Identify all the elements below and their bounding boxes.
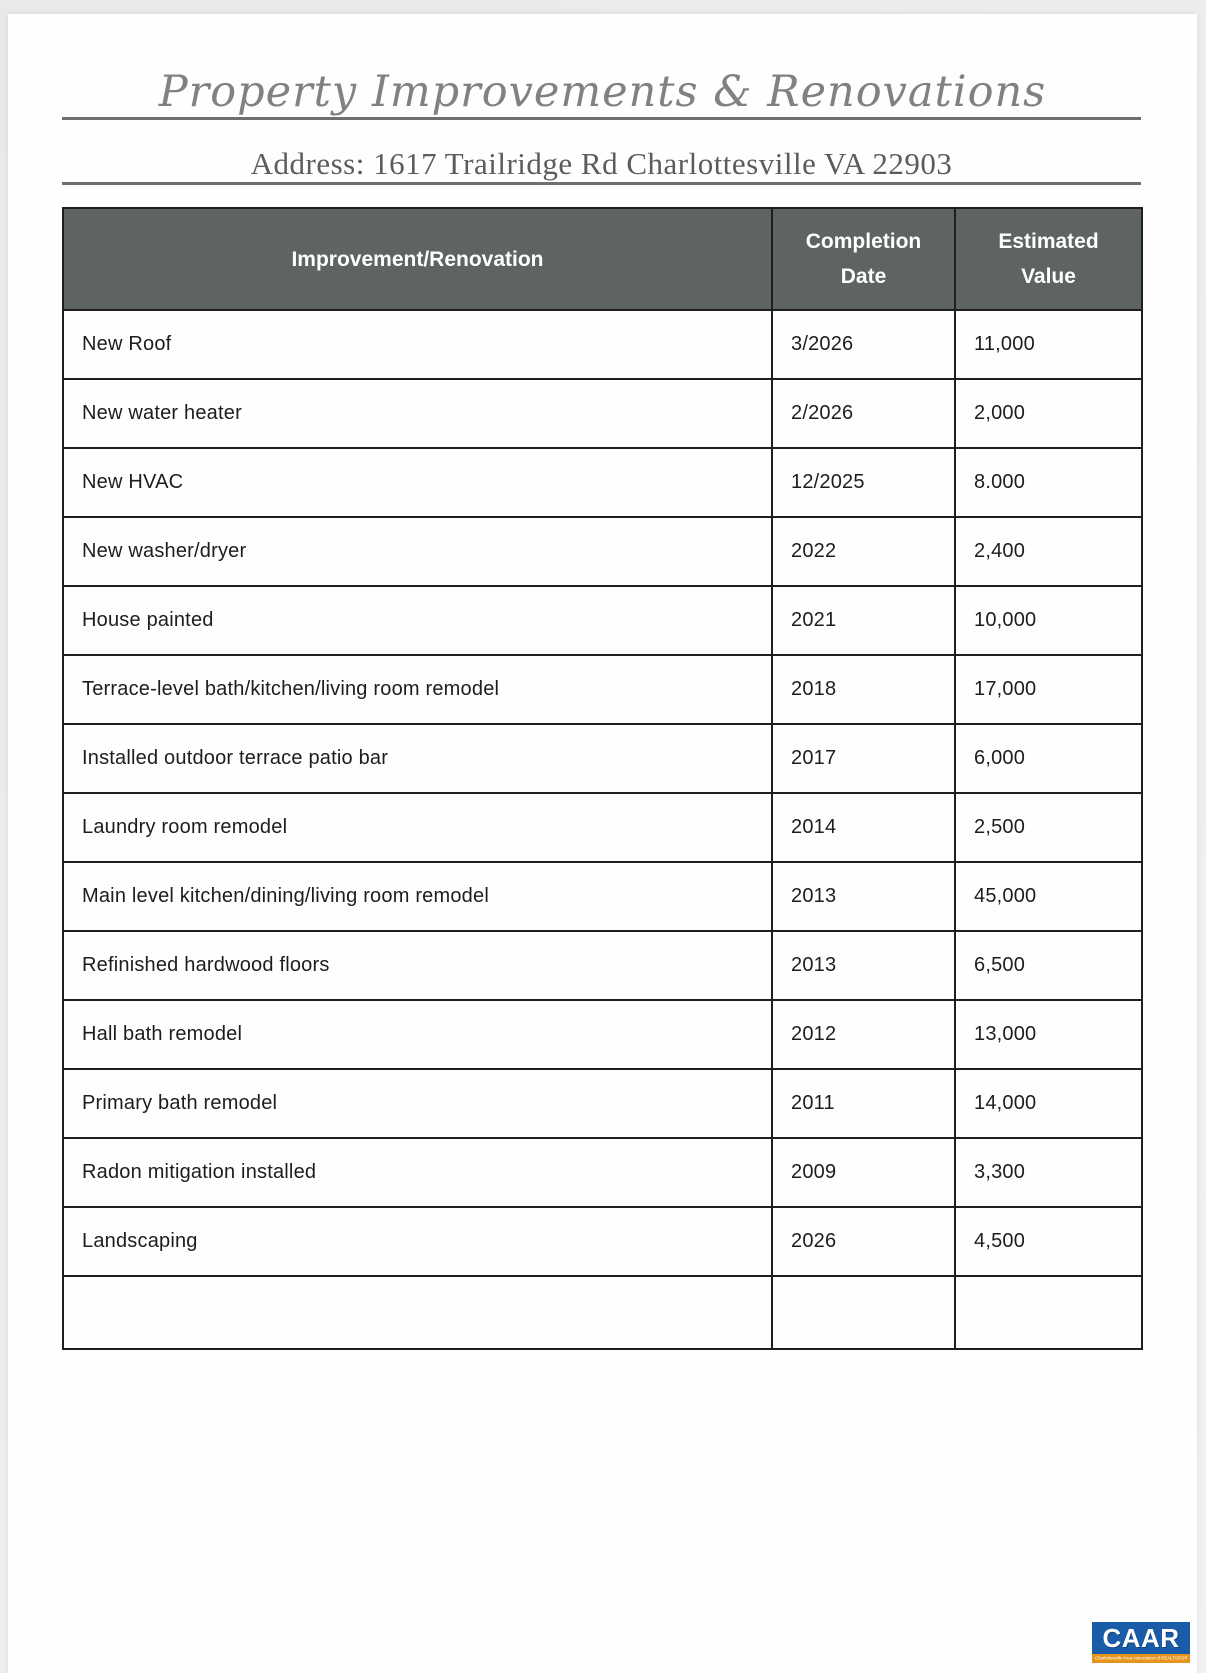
caar-logo-tagline-strip xyxy=(1092,1654,1190,1663)
row-completion-date-cell: 2013 xyxy=(772,862,955,931)
header-completion-date: Completion Date xyxy=(772,208,955,310)
row-completion-date-cell: 2/2026 xyxy=(772,379,955,448)
table-row xyxy=(63,1000,1142,1069)
row-estimated-value-cell xyxy=(955,1276,1142,1349)
table-row xyxy=(63,379,1142,448)
row-completion-date-cell: 2012 xyxy=(772,1000,955,1069)
row-estimated-value-cell: 2,500 xyxy=(955,793,1142,862)
divider-line-top xyxy=(62,117,1141,120)
row-estimated-value-cell: 13,000 xyxy=(955,1000,1142,1069)
table-row xyxy=(63,862,1142,931)
table-row xyxy=(63,1276,1142,1349)
row-improvement-cell: Hall bath remodel xyxy=(63,1000,772,1069)
row-estimated-value-cell: 2,400 xyxy=(955,517,1142,586)
row-completion-date-cell xyxy=(772,1276,955,1349)
row-improvement-cell: New washer/dryer xyxy=(63,517,772,586)
table-row xyxy=(63,586,1142,655)
row-improvement-cell: New HVAC xyxy=(63,448,772,517)
row-improvement-cell: Main level kitchen/dining/living room remodel xyxy=(63,862,772,931)
row-improvement-cell: Terrace-level bath/kitchen/living room remodel xyxy=(63,655,772,724)
row-improvement-cell: Laundry room remodel xyxy=(63,793,772,862)
row-estimated-value-cell: 6,000 xyxy=(955,724,1142,793)
table-row xyxy=(63,1069,1142,1138)
caar-logo xyxy=(1092,1622,1190,1663)
table-row xyxy=(63,655,1142,724)
row-completion-date-cell: 2014 xyxy=(772,793,955,862)
table-row xyxy=(63,931,1142,1000)
table-header-row xyxy=(63,208,1142,310)
row-completion-date-cell: 2017 xyxy=(772,724,955,793)
page-title: Property Improvements & Renovations xyxy=(158,67,1047,117)
header-estimated-value: Estimated Value xyxy=(955,208,1142,310)
table-row xyxy=(63,1207,1142,1276)
row-improvement-cell: Landscaping xyxy=(63,1207,772,1276)
row-improvement-cell: House painted xyxy=(63,586,772,655)
row-estimated-value-cell: 14,000 xyxy=(955,1069,1142,1138)
row-estimated-value-cell: 11,000 xyxy=(955,310,1142,379)
row-estimated-value-cell: 2,000 xyxy=(955,379,1142,448)
row-improvement-cell: Primary bath remodel xyxy=(63,1069,772,1138)
header-improvement-renovation: Improvement/Renovation xyxy=(63,208,772,310)
row-improvement-cell xyxy=(63,1276,772,1349)
property-address: Address: 1617 Trailridge Rd Charlottesville VA 22903 xyxy=(250,146,953,181)
row-estimated-value-cell: 45,000 xyxy=(955,862,1142,931)
row-completion-date-cell: 12/2025 xyxy=(772,448,955,517)
row-improvement-cell: Installed outdoor terrace patio bar xyxy=(63,724,772,793)
table-header xyxy=(63,208,1142,310)
row-completion-date-cell: 2011 xyxy=(772,1069,955,1138)
row-improvement-cell: New water heater xyxy=(63,379,772,448)
row-estimated-value-cell: 10,000 xyxy=(955,586,1142,655)
document-content xyxy=(62,117,1141,1350)
row-estimated-value-cell: 3,300 xyxy=(955,1138,1142,1207)
row-estimated-value-cell: 8.000 xyxy=(955,448,1142,517)
divider-line-bottom xyxy=(62,182,1141,185)
row-completion-date-cell: 2018 xyxy=(772,655,955,724)
document-page xyxy=(8,14,1197,1673)
row-improvement-cell: Radon mitigation installed xyxy=(63,1138,772,1207)
row-completion-date-cell: 2026 xyxy=(772,1207,955,1276)
row-improvement-cell: New Roof xyxy=(63,310,772,379)
row-completion-date-cell: 2013 xyxy=(772,931,955,1000)
improvements-table xyxy=(62,207,1143,1350)
table-row xyxy=(63,724,1142,793)
row-completion-date-cell: 2021 xyxy=(772,586,955,655)
caar-logo-tagline: Charlottesville Area Association of REALTORS® xyxy=(1094,1656,1188,1661)
row-completion-date-cell: 2022 xyxy=(772,517,955,586)
row-improvement-cell: Refinished hardwood floors xyxy=(63,931,772,1000)
table-row xyxy=(63,793,1142,862)
row-estimated-value-cell: 6,500 xyxy=(955,931,1142,1000)
table-row xyxy=(63,517,1142,586)
caar-logo-wordmark: CAAR xyxy=(1092,1622,1190,1654)
row-estimated-value-cell: 4,500 xyxy=(955,1207,1142,1276)
table-row xyxy=(63,448,1142,517)
row-completion-date-cell: 2009 xyxy=(772,1138,955,1207)
row-completion-date-cell: 3/2026 xyxy=(772,310,955,379)
table-body xyxy=(63,310,1142,1349)
row-estimated-value-cell: 17,000 xyxy=(955,655,1142,724)
table-row xyxy=(63,1138,1142,1207)
table-row xyxy=(63,310,1142,379)
